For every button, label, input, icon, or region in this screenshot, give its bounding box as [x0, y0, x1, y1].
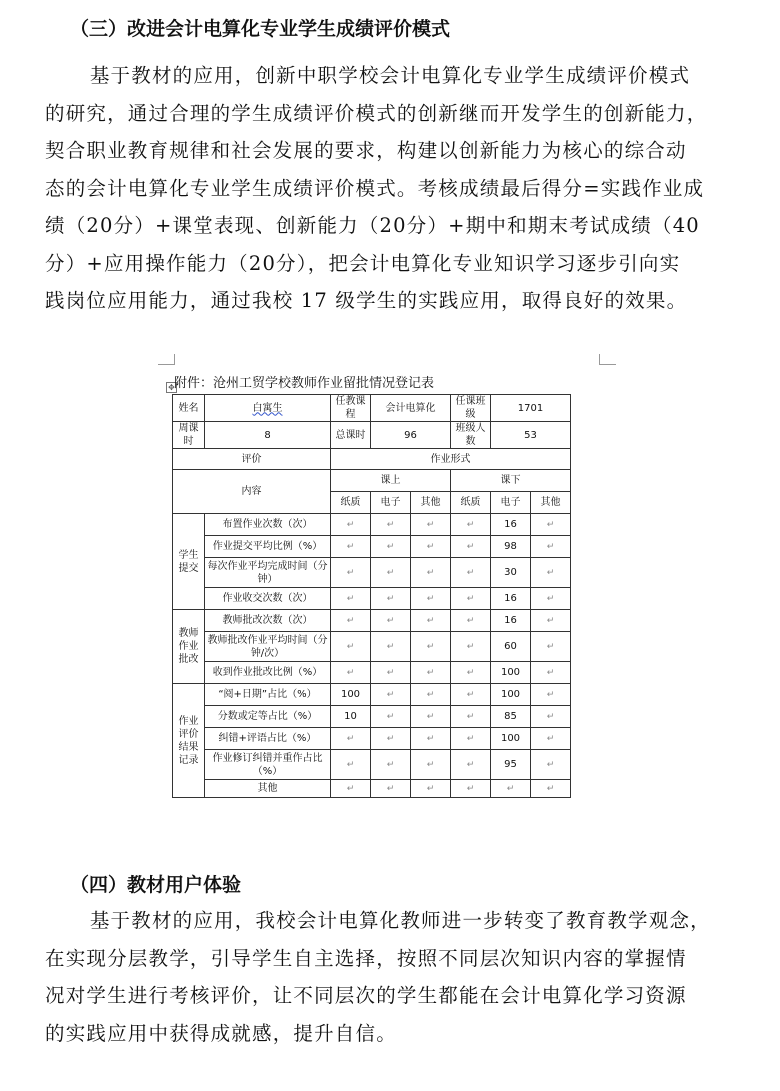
paragraph-mark: ↵: [466, 667, 475, 678]
paragraph-mark: ↵: [386, 615, 395, 626]
value-cell: [451, 780, 491, 798]
paragraph-mark: ↵: [346, 783, 355, 794]
media-header: 电子: [371, 492, 411, 514]
group-label-text: 作业评价结果记录: [178, 715, 199, 766]
value-cell: [331, 750, 371, 780]
value-cell: [451, 632, 491, 662]
value-cell: [411, 684, 451, 706]
value-cell: [371, 706, 411, 728]
value-cell: [451, 684, 491, 706]
item-label: 分数或定等占比（%）: [205, 706, 331, 728]
paragraph-mark: ↵: [466, 711, 475, 722]
item-label: 作业提交平均比例（%）: [205, 536, 331, 558]
paragraph-mark: ↵: [546, 759, 555, 770]
paragraph-mark: ↵: [386, 567, 395, 578]
paragraph-mark: ↵: [426, 783, 435, 794]
paragraph-mark: ↵: [386, 759, 395, 770]
paragraph-mark: ↵: [466, 541, 475, 552]
value-cell: [371, 662, 411, 684]
paragraph-line: 在实现分层教学，引导学生自主选择，按照不同层次知识内容的掌握情: [45, 946, 687, 970]
paragraph-mark: ↵: [426, 733, 435, 744]
value-cell: [331, 558, 371, 588]
section3-paragraph: [45, 57, 735, 320]
value-cell: [331, 632, 371, 662]
table-row: [173, 514, 571, 536]
value-cell: [411, 706, 451, 728]
paragraph-mark: ↵: [346, 541, 355, 552]
value-cell: [491, 780, 531, 798]
value-cell: 16: [491, 514, 531, 536]
crop-mark: [158, 354, 175, 365]
paragraph-mark: ↵: [386, 519, 395, 530]
table-row: [173, 588, 571, 610]
item-label: 作业收交次数（次）: [205, 588, 331, 610]
paragraph-mark: ↵: [426, 641, 435, 652]
table-row: [173, 449, 571, 470]
value-cell: 100: [491, 684, 531, 706]
weekly-hours-value: 8: [205, 422, 331, 449]
value-cell: [451, 514, 491, 536]
item-label: 布置作业次数（次）: [205, 514, 331, 536]
value-cell: [411, 588, 451, 610]
class-label: 任课班级: [451, 395, 491, 422]
paragraph-mark: ↵: [426, 689, 435, 700]
value-cell: [331, 536, 371, 558]
eval-label: 评价: [173, 449, 331, 470]
group-label: [173, 610, 205, 684]
value-cell: [531, 610, 571, 632]
group-label-text: 学生提交: [178, 549, 199, 574]
table-row: [173, 470, 571, 492]
value-cell: [411, 558, 451, 588]
section4-heading: （四）教材用户体验: [70, 874, 242, 896]
value-cell: 85: [491, 706, 531, 728]
paragraph-mark: ↵: [546, 593, 555, 604]
item-label: 教师批改次数（次）: [205, 610, 331, 632]
paragraph-line: 态的会计电算化专业学生成绩评价模式。考核成绩最后得分=实践作业成: [45, 176, 705, 200]
paragraph-mark: ↵: [466, 641, 475, 652]
paragraph-mark: ↵: [346, 615, 355, 626]
paragraph-mark: ↵: [546, 667, 555, 678]
value-cell: [411, 514, 451, 536]
value-cell: [411, 536, 451, 558]
value-cell: 100: [491, 728, 531, 750]
value-cell: [451, 610, 491, 632]
item-label: 作业修订纠错并重作占比（%）: [205, 750, 331, 780]
course-value: 会计电算化: [371, 395, 451, 422]
value-cell: [411, 632, 451, 662]
paragraph-mark: ↵: [426, 567, 435, 578]
name-value-text: 白寓生: [252, 402, 283, 414]
paragraph-mark: ↵: [546, 689, 555, 700]
paragraph-mark: ↵: [546, 711, 555, 722]
total-hours-label: 总课时: [331, 422, 371, 449]
value-cell: [411, 780, 451, 798]
value-cell: [451, 728, 491, 750]
paragraph-mark: ↵: [386, 541, 395, 552]
value-cell: 60: [491, 632, 531, 662]
paragraph-mark: ↵: [466, 567, 475, 578]
item-label: “阅+日期”占比（%）: [205, 684, 331, 706]
value-cell: [331, 610, 371, 632]
paragraph-mark: ↵: [466, 689, 475, 700]
paragraph-line: 践岗位应用能力，通过我校 17 级学生的实践应用，取得良好的效果。: [45, 289, 688, 312]
paragraph-line: 契合职业教育规律和社会发展的要求，构建以创新能力为核心的综合动: [45, 139, 687, 162]
paragraph-mark: ↵: [546, 641, 555, 652]
value-cell: 10: [331, 706, 371, 728]
paragraph-line: 的实践应用中获得成就感，提升自信。: [45, 1021, 397, 1045]
value-cell: [371, 558, 411, 588]
paragraph-mark: ↵: [546, 519, 555, 530]
value-cell: [371, 536, 411, 558]
paragraph-mark: ↵: [426, 519, 435, 530]
value-cell: 95: [491, 750, 531, 780]
paragraph-mark: ↵: [346, 593, 355, 604]
value-cell: [371, 588, 411, 610]
paragraph-line: 基于教材的应用，创新中职学校会计电算化专业学生成绩评价模式: [89, 64, 691, 87]
value-cell: [331, 780, 371, 798]
weekly-hours-label: 周课时: [173, 422, 205, 449]
content-label: 内容: [173, 470, 331, 514]
paragraph-mark: ↵: [466, 783, 475, 794]
paragraph-mark: ↵: [466, 733, 475, 744]
media-header: 纸质: [331, 492, 371, 514]
paragraph-mark: ↵: [386, 641, 395, 652]
value-cell: [451, 536, 491, 558]
value-cell: [451, 558, 491, 588]
value-cell: [411, 750, 451, 780]
paragraph-mark: ↵: [426, 759, 435, 770]
form-label: 作业形式: [331, 449, 571, 470]
table-row: [173, 684, 571, 706]
paragraph-mark: ↵: [426, 667, 435, 678]
course-label: 任教课程: [331, 395, 371, 422]
table-row: [173, 780, 571, 798]
value-cell: [371, 632, 411, 662]
group-label: [173, 684, 205, 798]
media-header: 电子: [491, 492, 531, 514]
value-cell: [371, 610, 411, 632]
value-cell: [331, 728, 371, 750]
value-cell: [371, 514, 411, 536]
item-label: 教师批改作业平均时间（分钟/次）: [205, 632, 331, 662]
item-label: 其他: [205, 780, 331, 798]
value-cell: [531, 662, 571, 684]
value-cell: [451, 588, 491, 610]
paragraph-mark: ↵: [346, 567, 355, 578]
value-cell: [531, 728, 571, 750]
value-cell: [531, 632, 571, 662]
item-label: 收到作业批改比例（%）: [205, 662, 331, 684]
value-cell: 100: [491, 662, 531, 684]
value-cell: [411, 728, 451, 750]
value-cell: [531, 588, 571, 610]
paragraph-mark: ↵: [346, 759, 355, 770]
paragraph-mark: ↵: [426, 711, 435, 722]
value-cell: [371, 780, 411, 798]
table-row: [173, 750, 571, 780]
value-cell: [371, 728, 411, 750]
value-cell: 100: [331, 684, 371, 706]
class-value: 1701: [491, 395, 571, 422]
paragraph-line: 的研究，通过合理的学生成绩评价模式的创新继而开发学生的创新能力，: [45, 101, 708, 125]
group-label-text: 教师作业批改: [178, 628, 199, 665]
crop-mark: [599, 354, 616, 365]
media-header: 其他: [531, 492, 571, 514]
value-cell: 30: [491, 558, 531, 588]
value-cell: [451, 706, 491, 728]
paragraph-mark: ↵: [386, 593, 395, 604]
paragraph-mark: ↵: [346, 641, 355, 652]
paragraph-mark: ↵: [546, 541, 555, 552]
paragraph-mark: ↵: [386, 733, 395, 744]
value-cell: [531, 706, 571, 728]
media-header: 纸质: [451, 492, 491, 514]
table-move-handle-icon: ✥: [166, 382, 177, 393]
paragraph-line: 况对学生进行考核评价，让不同层次的学生都能在会计电算化学习资源: [45, 984, 687, 1007]
value-cell: [371, 750, 411, 780]
section3-heading: （三）改进会计电算化专业学生成绩评价模式: [70, 18, 451, 40]
paragraph-mark: ↵: [386, 711, 395, 722]
paragraph-mark: ↵: [546, 783, 555, 794]
group-label: [173, 514, 205, 610]
name-value: [205, 395, 331, 422]
table-row: [173, 632, 571, 662]
table-row: [173, 558, 571, 588]
value-cell: [331, 514, 371, 536]
paragraph-line: 分）+应用操作能力（20分），把会计电算化专业知识学习逐步引向实: [45, 251, 681, 275]
paragraph-mark: ↵: [466, 519, 475, 530]
total-hours-value: 96: [371, 422, 451, 449]
paragraph-mark: ↵: [386, 689, 395, 700]
value-cell: 16: [491, 588, 531, 610]
in-class-label: 课上: [331, 470, 451, 492]
value-cell: [451, 662, 491, 684]
value-cell: [331, 662, 371, 684]
paragraph-line: 绩（20分）+课堂表现、创新能力（20分）+期中和期末考试成绩（40: [45, 214, 700, 237]
table-row: [173, 536, 571, 558]
homework-registration-table: [172, 394, 571, 798]
paragraph-mark: ↵: [546, 733, 555, 744]
table-row: [173, 395, 571, 422]
paragraph-mark: ↵: [546, 615, 555, 626]
class-size-label: 班级人数: [451, 422, 491, 449]
table-row: [173, 422, 571, 449]
value-cell: [331, 588, 371, 610]
value-cell: [411, 610, 451, 632]
media-header: 其他: [411, 492, 451, 514]
item-label: 纠错+评语占比（%）: [205, 728, 331, 750]
embedded-table-image: [170, 358, 602, 806]
value-cell: [531, 780, 571, 798]
value-cell: [411, 662, 451, 684]
paragraph-mark: ↵: [386, 783, 395, 794]
paragraph-mark: ↵: [426, 541, 435, 552]
value-cell: [531, 750, 571, 780]
class-size-value: 53: [491, 422, 571, 449]
paragraph-mark: ↵: [386, 667, 395, 678]
paragraph-mark: ↵: [426, 615, 435, 626]
paragraph-mark: ↵: [466, 759, 475, 770]
table-row: [173, 706, 571, 728]
paragraph-mark: ↵: [346, 733, 355, 744]
value-cell: 98: [491, 536, 531, 558]
value-cell: [451, 750, 491, 780]
section4-paragraph: [45, 902, 735, 1052]
value-cell: 16: [491, 610, 531, 632]
paragraph-mark: ↵: [506, 783, 515, 794]
table-title: 附件：沧州工贸学校教师作业留批情况登记表: [174, 376, 435, 391]
paragraph-mark: ↵: [426, 593, 435, 604]
paragraph-mark: ↵: [346, 519, 355, 530]
paragraph-mark: ↵: [466, 615, 475, 626]
after-class-label: 课下: [451, 470, 571, 492]
value-cell: [531, 558, 571, 588]
item-label: 每次作业平均完成时间（分钟）: [205, 558, 331, 588]
paragraph-mark: ↵: [546, 567, 555, 578]
paragraph-mark: ↵: [466, 593, 475, 604]
value-cell: [531, 536, 571, 558]
table-row: [173, 728, 571, 750]
table-row: [173, 662, 571, 684]
paragraph-line: 基于教材的应用，我校会计电算化教师进一步转变了教育教学观念，: [89, 909, 711, 932]
table-row: [173, 610, 571, 632]
value-cell: [531, 514, 571, 536]
value-cell: [371, 684, 411, 706]
value-cell: [531, 684, 571, 706]
paragraph-mark: ↵: [346, 667, 355, 678]
name-label: 姓名: [173, 395, 205, 422]
